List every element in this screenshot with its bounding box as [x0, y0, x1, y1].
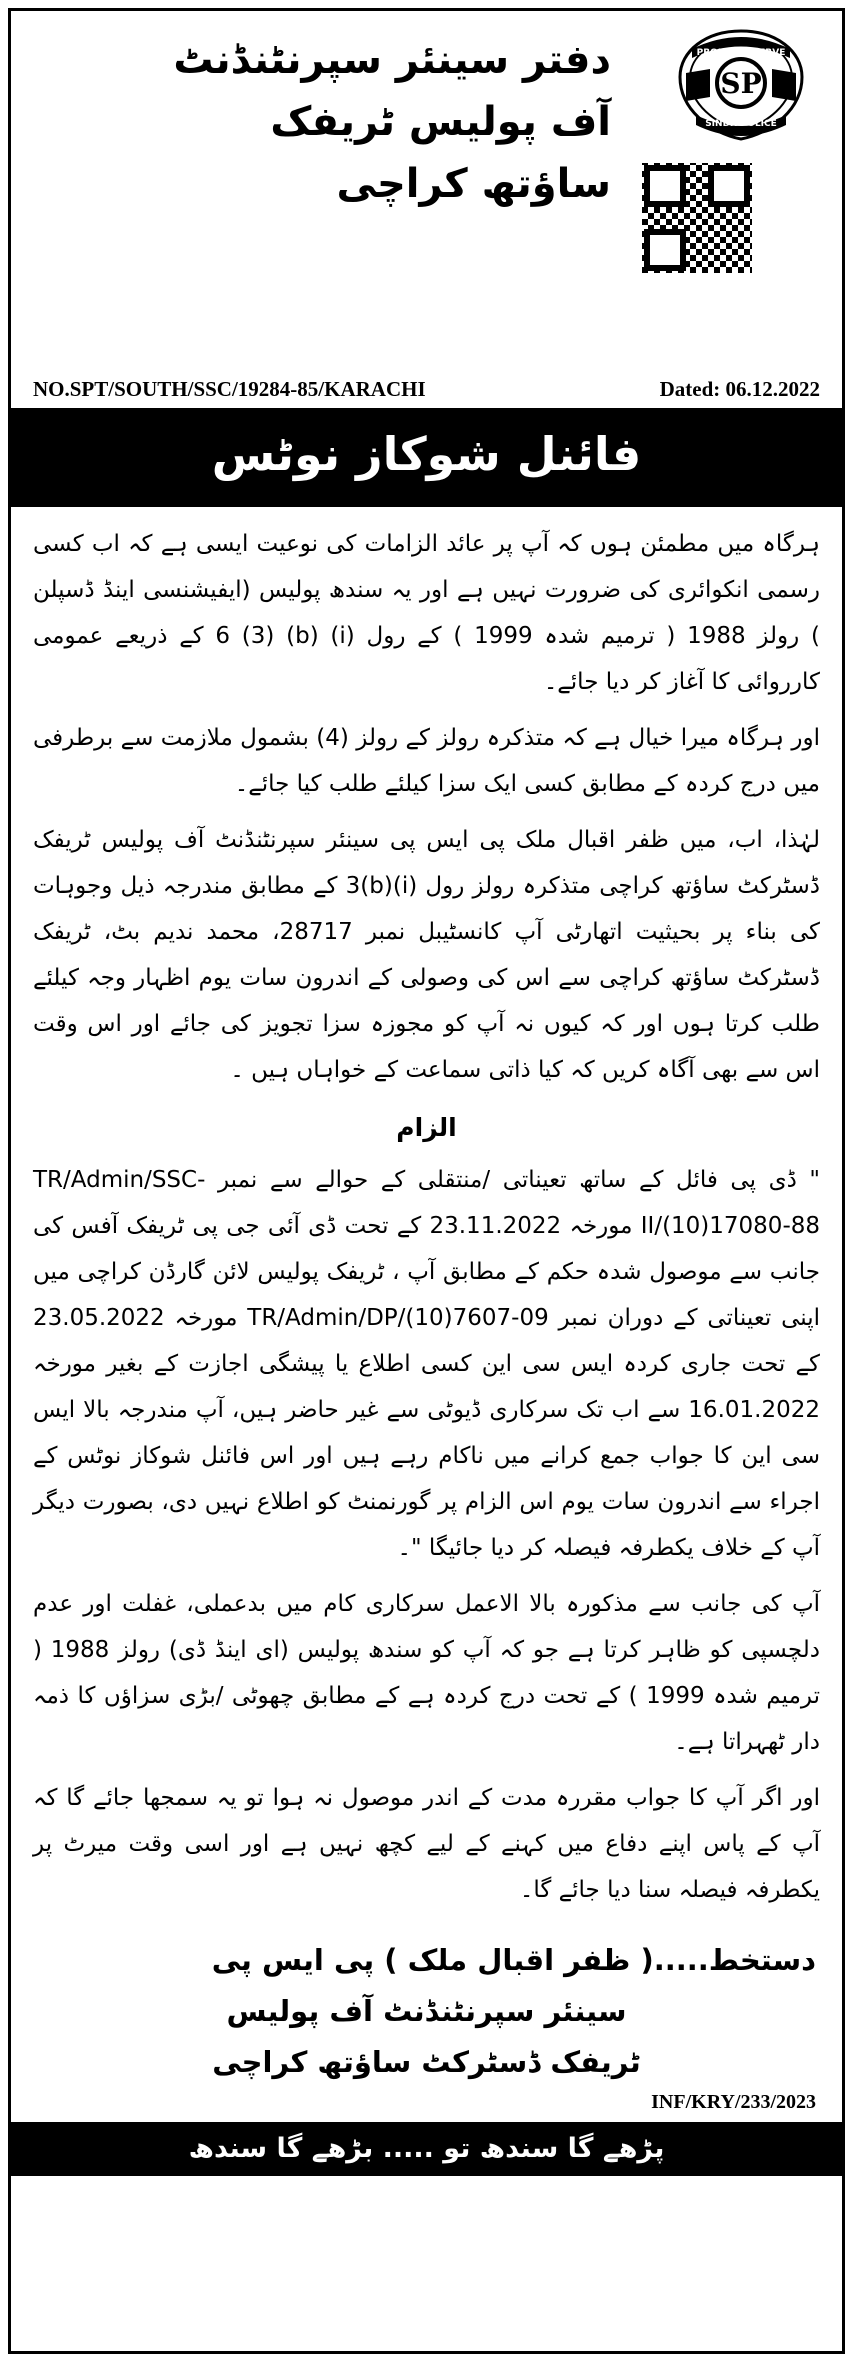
- closing-paragraph-2: اور اگر آپ کا جواب مقررہ مدت کے اندر موصول نہ ہوا تو یہ سمجھا جائے گا کہ آپ کے پاس اپنے دفاع میں کہنے کے لیے کچھ نہیں ہے اور اسی وقت میرٹ پر یکطرفہ فیصلہ سنا دیا جائے گا۔: [33, 1785, 820, 1904]
- sindh-police-emblem-icon: [666, 25, 816, 145]
- document-header: [11, 11, 842, 411]
- qr-code-icon: [640, 161, 754, 275]
- svg-text:SINDH POLICE: SINDH POLICE: [705, 119, 777, 129]
- svg-text:PROUD TO SERVE: PROUD TO SERVE: [696, 48, 786, 58]
- document-footer: [11, 2122, 842, 2176]
- office-title-line-2: آف پولیس ٹریفک: [270, 99, 611, 145]
- body-paragraph-2: اور ہرگاہ میرا خیال ہے کہ متذکرہ رولز کے رولز (4) بشمول ملازمت سے برطرفی میں درج کردہ کے مطابق کسی ایک سزا کیلئے طلب کیا جائے۔: [33, 725, 820, 798]
- reference-line: [11, 377, 842, 402]
- svg-text:SP: SP: [720, 67, 762, 100]
- allegation-heading: الزام: [396, 1113, 457, 1143]
- footer-slogan: پڑھے گا سندھ تو ..... بڑھے گا سندھ: [188, 2133, 665, 2165]
- office-title-line-1: دفتر سینئر سپرنٹنڈنٹ: [173, 37, 611, 83]
- signature-block: [11, 1931, 842, 2089]
- office-title-line-3: ساؤتھ کراچی: [336, 161, 611, 207]
- notice-banner: [11, 411, 842, 507]
- allegation-text: " ڈی پی فائل کے ساتھ تعیناتی /منتقلی کے حوالے سے نمبر TR/Admin/SSC-II/(10)17080-88 مورخہ 23.11.2022 کے تحت ڈی آئی جی پی ٹریفک آفس کی جانب سے موصول شدہ حکم کے مطابق آپ ، ٹریفک پولیس لائن گارڈن کراچی میں اپنی تعیناتی کے دوران نمبر TR/Admin/DP/(10)7607-09 مورخہ 23.05.2022 کے تحت جاری کردہ ایس سی این کسی اطلاع یا پیشگی اجازت کے بغیر مورخہ 16.01.2022 سے اب تک سرکاری ڈیوٹی سے غیر حاضر ہیں، آپ مندرجہ بالا ایس سی این کا جواب جمع کرانے میں ناکام رہے ہیں اور اس فائنل شوکاز نوٹس کے اجراء سے اندرون سات یوم اس الزام پر گورنمنٹ کو اطلاع نہیں دی، بصورت دیگر آپ کے خلاف یکطرفہ فیصلہ کر دیا جائیگا "۔: [33, 1167, 821, 1562]
- inf-code: INF/KRY/233/2023: [651, 2091, 816, 2114]
- body-paragraph-1: ہرگاہ میں مطمئن ہوں کہ آپ پر عائد الزامات کی نوعیت ایسی ہے کہ اب کسی رسمی انکوائری کی ضرورت نہیں ہے اور یہ سندھ پولیس (ایفیشنسی اینڈ ڈسپلن ) رولز 1988 ( ترمیم شدہ 1999 ) کے رول (i) (b) (3) 6 کے ذریعے عمومی کارروائی کا آغاز کر دیا جائے۔: [33, 531, 820, 696]
- notice-banner-title: فائنل شوکاز نوٹس: [211, 427, 642, 481]
- signature-district: ٹریفک ڈسٹرکٹ ساؤتھ کراچی: [212, 2044, 641, 2079]
- notice-sheet: [8, 8, 845, 2354]
- signature-designation: سینئر سپرنٹنڈنٹ آف پولیس: [226, 1993, 627, 2028]
- signature-name: دستخط.....( ظفر اقبال ملک ) پی ایس پی: [211, 1943, 816, 1978]
- office-title: [31, 29, 611, 215]
- closing-paragraph-1: آپ کی جانب سے مذکورہ بالا الاعمل سرکاری کام میں بدعملی، غفلت اور عدم دلچسپی کو ظاہر کرتا ہے جو کہ آپ کو سندھ پولیس (ای اینڈ ڈی) رولز 1988 ( ترمیم شدہ 1999 ) کے تحت درج کردہ ہے کے مطابق چھوٹی /بڑی سزاؤں کا ذمہ دار ٹھہراتا ہے۔: [33, 1591, 820, 1756]
- reference-date: Dated: 06.12.2022: [659, 377, 820, 401]
- body-paragraph-3: لہٰذا، اب، میں ظفر اقبال ملک پی ایس پی سینئر سپرنٹنڈنٹ آف پولیس ٹریفک ڈسٹرکٹ ساؤتھ کراچی متذکرہ رولز رول (i)3(b) کے مطابق مندرجہ ذیل وجوہات کی بناء پر بحیثیت اتھارٹی آپ کانسٹیبل نمبر 28717، محمد ندیم بٹ، ٹریفک ڈسٹرکٹ ساؤتھ کراچی سے اس کی وصولی کے اندرون سات یوم اظہار وجہ کیلئے طلب کرتا ہوں اور کہ کیوں نہ آپ کو مجوزہ سزا تجویز کی جائے اور اس وقت اس سے بھی آگاہ کریں کہ کیا ذاتی سماعت کے خواہاں ہیں ۔: [33, 827, 820, 1084]
- reference-number: NO.SPT/SOUTH/SSC/19284-85/KARACHI: [33, 377, 426, 401]
- document-body: [11, 507, 842, 1931]
